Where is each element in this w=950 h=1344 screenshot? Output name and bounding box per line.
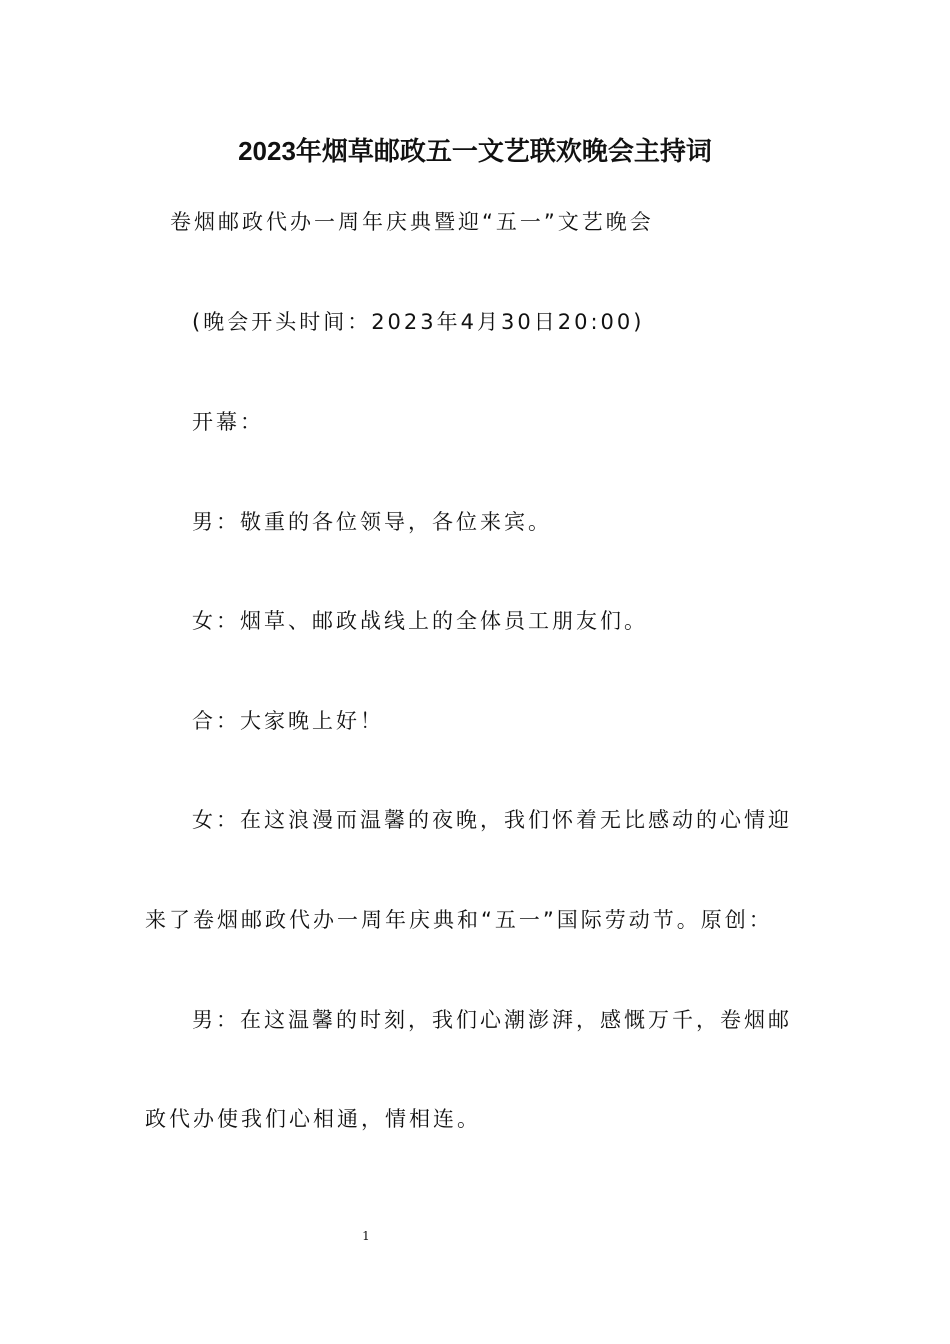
page-number: 1 <box>362 1229 370 1243</box>
dialogue-continuation-line: 政代办使我们心相通，情相连。 <box>145 1107 481 1131</box>
dialogue-line: 女：在这浪漫而温馨的夜晚，我们怀着无比感动的心情迎 <box>192 808 792 832</box>
opening-heading: 开幕： <box>192 410 264 434</box>
document-title: 2023年烟草邮政五一文艺联欢晚会主持词 <box>238 136 712 166</box>
dialogue-line: 男：敬重的各位领导，各位来宾。 <box>192 510 552 534</box>
dialogue-line: 女：烟草、邮政战线上的全体员工朋友们。 <box>192 609 648 633</box>
dialogue-line: 男：在这温馨的时刻，我们心潮澎湃，感慨万千，卷烟邮 <box>192 1008 792 1032</box>
subtitle-line: 卷烟邮政代办一周年庆典暨迎“五一”文艺晚会 <box>170 210 654 234</box>
dialogue-continuation-line: 来了卷烟邮政代办一周年庆典和“五一”国际劳动节。原创： <box>145 908 773 932</box>
dialogue-line: 合：大家晚上好！ <box>192 709 384 733</box>
start-time-line: (晚会开头时间：2023年4月30日20:00) <box>192 310 645 334</box>
